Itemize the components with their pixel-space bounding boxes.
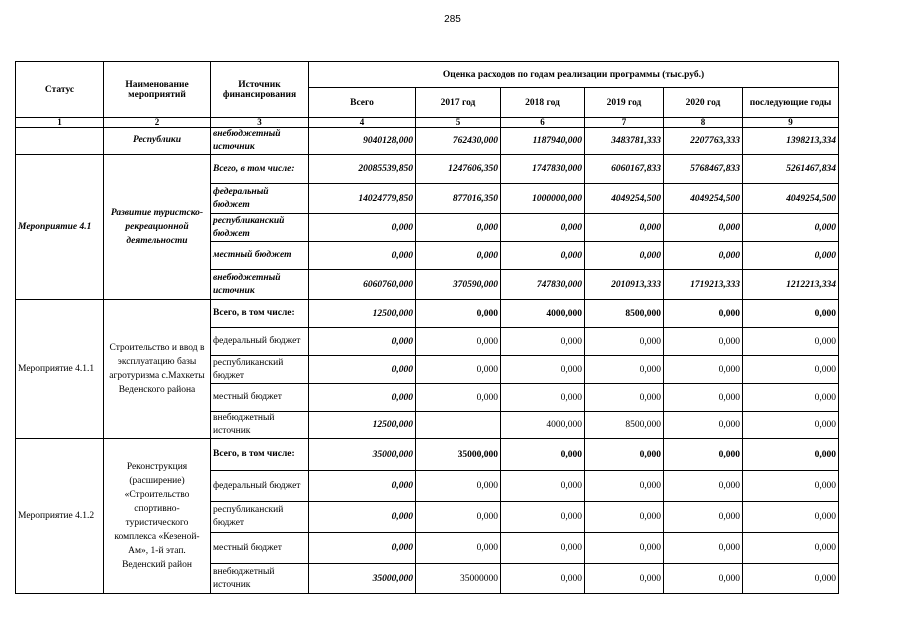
table-row	[16, 300, 839, 328]
value-cell: 0,000	[743, 242, 839, 270]
value-cell: 14024779,850	[309, 184, 416, 214]
value-cell: 6060167,833	[585, 155, 664, 184]
value-cell: 0,000	[664, 384, 743, 412]
value-cell: 1000000,000	[501, 184, 585, 214]
value-cell: 3483781,333	[585, 128, 664, 155]
value-cell: 0,000	[664, 533, 743, 564]
header-year-2019: 2019 год	[585, 88, 664, 118]
value-cell: 4049254,500	[585, 184, 664, 214]
value-cell: 0,000	[743, 439, 839, 471]
value-cell: 0,000	[501, 471, 585, 502]
value-cell: 0,000	[309, 471, 416, 502]
value-cell: 5768467,833	[664, 155, 743, 184]
value-cell: 762430,000	[416, 128, 501, 155]
value-cell: 6060760,000	[309, 270, 416, 300]
value-cell: 0,000	[585, 471, 664, 502]
value-cell: 1212213,334	[743, 270, 839, 300]
value-cell: 2207763,333	[664, 128, 743, 155]
value-cell: 370590,000	[416, 270, 501, 300]
source-cell: федеральный бюджет	[211, 471, 309, 502]
source-cell: внебюджетный источник	[211, 270, 309, 300]
header-name: Наименование мероприятий	[104, 62, 211, 118]
value-cell: 0,000	[585, 328, 664, 356]
col-number: 2	[104, 118, 211, 128]
value-cell: 0,000	[743, 502, 839, 533]
value-cell: 35000,000	[416, 439, 501, 471]
source-cell: внебюджетный источник	[211, 128, 309, 155]
col-number: 4	[309, 118, 416, 128]
value-cell: 8500,000	[585, 412, 664, 439]
value-cell: 0,000	[664, 242, 743, 270]
header-status: Статус	[16, 62, 104, 118]
source-cell: федеральный бюджет	[211, 328, 309, 356]
value-cell: 0,000	[664, 502, 743, 533]
value-cell: 4000,000	[501, 300, 585, 328]
value-cell: 0,000	[664, 214, 743, 242]
name-clipped-line	[104, 128, 210, 129]
page-number: 285	[444, 14, 461, 25]
source-cell: федеральный бюджет	[211, 184, 309, 214]
value-cell: 0,000	[416, 502, 501, 533]
value-cell: 20085539,850	[309, 155, 416, 184]
value-cell: 0,000	[585, 214, 664, 242]
value-cell: 0,000	[664, 564, 743, 594]
value-cell: 0,000	[416, 300, 501, 328]
value-cell: 2010913,333	[585, 270, 664, 300]
source-cell: Всего, в том числе:	[211, 439, 309, 471]
status-cell	[16, 128, 104, 155]
value-cell: 0,000	[585, 533, 664, 564]
value-cell: 0,000	[416, 214, 501, 242]
name-cell	[104, 128, 211, 155]
header-year-2018: 2018 год	[501, 88, 585, 118]
col-number: 9	[743, 118, 839, 128]
value-cell: 1187940,000	[501, 128, 585, 155]
status-cell: Мероприятие 4.1.1	[16, 300, 104, 439]
value-cell: 0,000	[664, 412, 743, 439]
header-total: Всего	[309, 88, 416, 118]
col-number: 7	[585, 118, 664, 128]
value-cell: 8500,000	[585, 300, 664, 328]
name-cell: Строительство и ввод в эксплуатацию базы агротуризма с.Махкеты Веденского района	[104, 300, 211, 439]
status-cell: Мероприятие 4.1	[16, 155, 104, 300]
value-cell: 0,000	[743, 471, 839, 502]
column-number-row	[16, 118, 839, 128]
col-number: 3	[211, 118, 309, 128]
source-cell: местный бюджет	[211, 242, 309, 270]
value-cell: 4049254,500	[664, 184, 743, 214]
source-cell: республиканский бюджет	[211, 502, 309, 533]
header-later-years: последующие годы	[743, 88, 839, 118]
status-cell: Мероприятие 4.1.2	[16, 439, 104, 594]
value-cell: 0,000	[743, 564, 839, 594]
header-estimate: Оценка расходов по годам реализации программы (тыс.руб.)	[309, 62, 839, 88]
value-cell: 0,000	[416, 356, 501, 384]
header-year-2017: 2017 год	[416, 88, 501, 118]
value-cell: 0,000	[743, 300, 839, 328]
header-year-2020: 2020 год	[664, 88, 743, 118]
value-cell: 12500,000	[309, 412, 416, 439]
value-cell: 0,000	[743, 356, 839, 384]
value-cell: 12500,000	[309, 300, 416, 328]
value-cell: 4000,000	[501, 412, 585, 439]
value-cell: 0,000	[501, 214, 585, 242]
value-cell: 0,000	[501, 384, 585, 412]
value-cell: 0,000	[309, 242, 416, 270]
value-cell: 0,000	[309, 533, 416, 564]
budget-table	[15, 61, 839, 594]
header-source: Источник финансирования	[211, 62, 309, 118]
value-cell: 0,000	[416, 533, 501, 564]
value-cell: 0,000	[664, 439, 743, 471]
value-cell: 5261467,834	[743, 155, 839, 184]
table-row	[16, 128, 839, 155]
value-cell: 0,000	[664, 471, 743, 502]
value-cell: 0,000	[501, 439, 585, 471]
name-cell: Развитие туристско-рекреационной деятельности	[104, 155, 211, 300]
value-cell: 35000,000	[309, 439, 416, 471]
source-cell: Всего, в том числе:	[211, 155, 309, 184]
value-cell: 0,000	[585, 564, 664, 594]
value-cell: 0,000	[664, 300, 743, 328]
name-line: Республики	[132, 135, 182, 145]
value-cell	[416, 412, 501, 439]
value-cell: 0,000	[743, 412, 839, 439]
value-cell: 0,000	[416, 471, 501, 502]
name-cell: Реконструкция (расширение) «Строительство спортивно-туристического комплекса «Кезеной-Ам», 1-й этап. Веденский район	[104, 439, 211, 594]
value-cell: 0,000	[501, 242, 585, 270]
value-cell: 0,000	[585, 502, 664, 533]
source-cell: внебюджетный источник	[211, 412, 309, 439]
value-cell: 1719213,333	[664, 270, 743, 300]
value-cell: 0,000	[309, 384, 416, 412]
value-cell: 0,000	[501, 502, 585, 533]
value-cell: 0,000	[585, 439, 664, 471]
value-cell: 4049254,500	[743, 184, 839, 214]
table-row	[16, 155, 839, 184]
value-cell: 0,000	[743, 328, 839, 356]
value-cell: 0,000	[416, 384, 501, 412]
source-cell: местный бюджет	[211, 533, 309, 564]
source-cell: Всего, в том числе:	[211, 300, 309, 328]
value-cell: 1247606,350	[416, 155, 501, 184]
source-cell: республиканский бюджет	[211, 356, 309, 384]
value-cell: 0,000	[309, 356, 416, 384]
value-cell: 0,000	[501, 533, 585, 564]
value-cell: 0,000	[501, 328, 585, 356]
value-cell: 1747830,000	[501, 155, 585, 184]
value-cell: 0,000	[585, 356, 664, 384]
value-cell: 0,000	[501, 356, 585, 384]
col-number: 8	[664, 118, 743, 128]
source-cell: республиканский бюджет	[211, 214, 309, 242]
value-cell: 747830,000	[501, 270, 585, 300]
source-cell: местный бюджет	[211, 384, 309, 412]
source-cell: внебюджетный источник	[211, 564, 309, 594]
value-cell: 0,000	[309, 328, 416, 356]
value-cell: 0,000	[501, 564, 585, 594]
value-cell: 9040128,000	[309, 128, 416, 155]
value-cell: 0,000	[664, 328, 743, 356]
col-number: 1	[16, 118, 104, 128]
col-number: 5	[416, 118, 501, 128]
value-cell: 0,000	[743, 384, 839, 412]
value-cell: 35000,000	[309, 564, 416, 594]
value-cell: 0,000	[416, 242, 501, 270]
value-cell: 0,000	[416, 328, 501, 356]
value-cell: 0,000	[309, 502, 416, 533]
value-cell: 0,000	[585, 384, 664, 412]
value-cell: 1398213,334	[743, 128, 839, 155]
value-cell: 877016,350	[416, 184, 501, 214]
col-number: 6	[501, 118, 585, 128]
value-cell: 0,000	[743, 214, 839, 242]
value-cell: 0,000	[309, 214, 416, 242]
value-cell: 0,000	[664, 356, 743, 384]
value-cell: 0,000	[585, 242, 664, 270]
value-cell: 35000000	[416, 564, 501, 594]
table-row	[16, 439, 839, 471]
value-cell: 0,000	[743, 533, 839, 564]
